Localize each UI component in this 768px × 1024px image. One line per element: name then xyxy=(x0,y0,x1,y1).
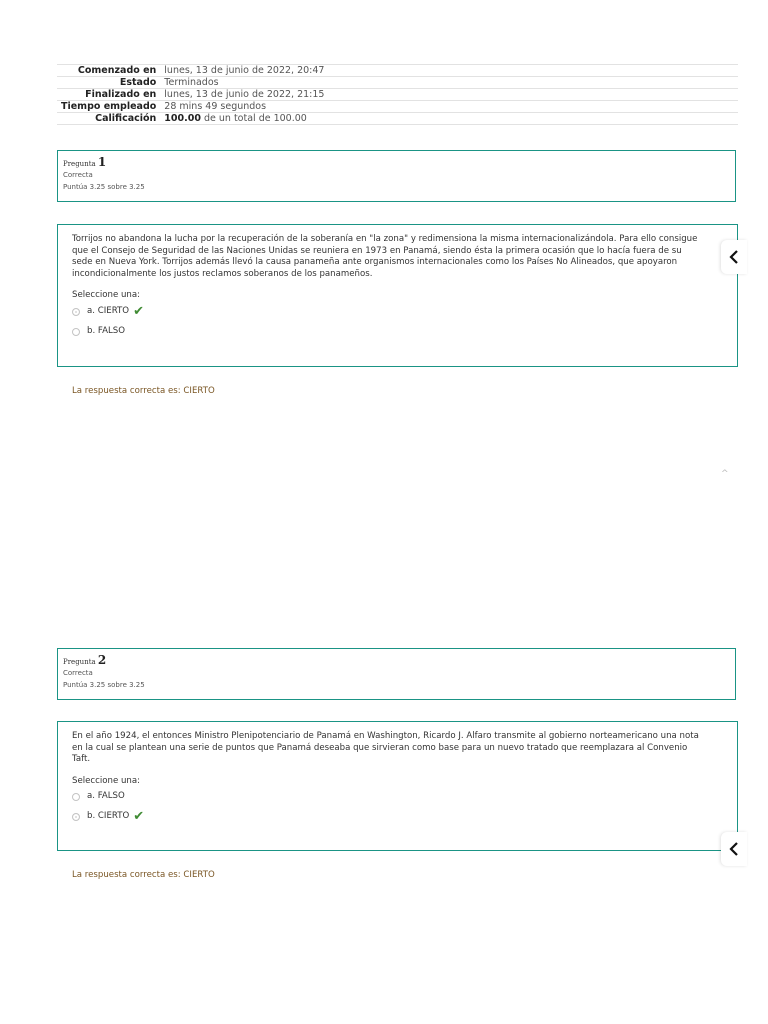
answer-option-a[interactable] xyxy=(72,787,723,807)
summary-value: 28 mins 49 segundos xyxy=(160,101,738,113)
grade-total: de un total de 100.00 xyxy=(200,113,307,124)
drawer-toggle-button[interactable] xyxy=(721,832,747,866)
summary-row xyxy=(57,77,738,89)
summary-row xyxy=(57,89,738,101)
option-label: a. FALSO xyxy=(87,791,125,802)
option-label: b. CIERTO xyxy=(87,811,130,822)
summary-value: lunes, 13 de junio de 2022, 20:47 xyxy=(160,65,738,77)
correct-answer-feedback: La respuesta correcta es: CIERTO xyxy=(72,386,215,396)
summary-key: Calificación xyxy=(57,113,160,125)
chevron-left-icon xyxy=(729,249,739,265)
summary-value: Terminados xyxy=(160,77,738,89)
summary-row xyxy=(57,65,738,77)
summary-row xyxy=(57,113,738,125)
correct-answer-feedback: La respuesta correcta es: CIERTO xyxy=(72,870,215,880)
question-number-value: 2 xyxy=(97,653,107,667)
summary-value: lunes, 13 de junio de 2022, 21:15 xyxy=(160,89,738,101)
chevron-left-icon xyxy=(729,841,739,857)
answer-option-a[interactable] xyxy=(72,302,723,322)
summary-key: Comenzado en xyxy=(57,65,160,77)
question-text: Torrijos no abandona la lucha por la recuperación de la soberanía en "la zona" y redimensiona la misma internacionalizándola. Para ello consigue que el Consejo de Seguridad de las Naciones Unidas se reuniera en 1973 en Panamá, siendo ésta la primera ocasión que lo hacía fuera de su sede en Nueva York. Torrijos además llevó la causa panameña ante organismos internacionales como los Países No Alineados, que apoyaron incondicionalmente los justos reclamos soberanos de los panameños. xyxy=(72,234,698,279)
select-prompt: Seleccione una: xyxy=(72,290,141,300)
question-label: Pregunta xyxy=(63,160,96,168)
select-prompt: Seleccione una: xyxy=(72,775,141,786)
option-label: a. CIERTO xyxy=(87,305,130,316)
summary-key: Estado xyxy=(57,77,160,89)
question-status: Correcta xyxy=(63,669,93,677)
question-1-content xyxy=(57,224,738,367)
summary-key: Tiempo empleado xyxy=(57,101,160,113)
attempt-summary-table xyxy=(57,64,738,125)
check-icon: ✔ xyxy=(133,303,144,319)
radio-button[interactable] xyxy=(72,793,80,801)
answer-option-b[interactable] xyxy=(72,807,723,827)
grade-value: 100.00 xyxy=(164,113,201,124)
question-text: En el año 1924, el entonces Ministro Plenipotenciario de Panamá en Washington, Ricardo J. Alfaro transmite al gobierno norteamericano una nota en la cual se plantean una serie de puntos que Panamá deseaba que sirvieran como base para un nuevo tratado que reemplazara al Convenio Taft. xyxy=(72,731,699,764)
question-2-info xyxy=(57,648,736,700)
question-1-info xyxy=(57,150,736,202)
check-icon: ✔ xyxy=(133,809,145,824)
chevron-up-icon[interactable]: ^ xyxy=(721,469,729,479)
radio-button[interactable] xyxy=(72,813,80,821)
radio-button[interactable] xyxy=(72,308,80,316)
drawer-toggle-button[interactable] xyxy=(721,240,747,274)
question-score: Puntúa 3.25 sobre 3.25 xyxy=(63,183,145,191)
question-score: Puntúa 3.25 sobre 3.25 xyxy=(63,681,145,689)
summary-row xyxy=(57,101,738,113)
radio-button[interactable] xyxy=(72,328,80,336)
question-number-value: 1 xyxy=(97,155,107,169)
question-number xyxy=(63,653,730,667)
question-status: Correcta xyxy=(63,171,93,179)
summary-key: Finalizado en xyxy=(57,89,160,101)
question-label: Pregunta xyxy=(63,658,96,666)
question-2-content xyxy=(57,721,738,851)
answer-option-b[interactable] xyxy=(72,322,723,342)
option-label: b. FALSO xyxy=(87,325,125,336)
summary-value xyxy=(160,113,738,125)
question-number xyxy=(63,155,730,169)
